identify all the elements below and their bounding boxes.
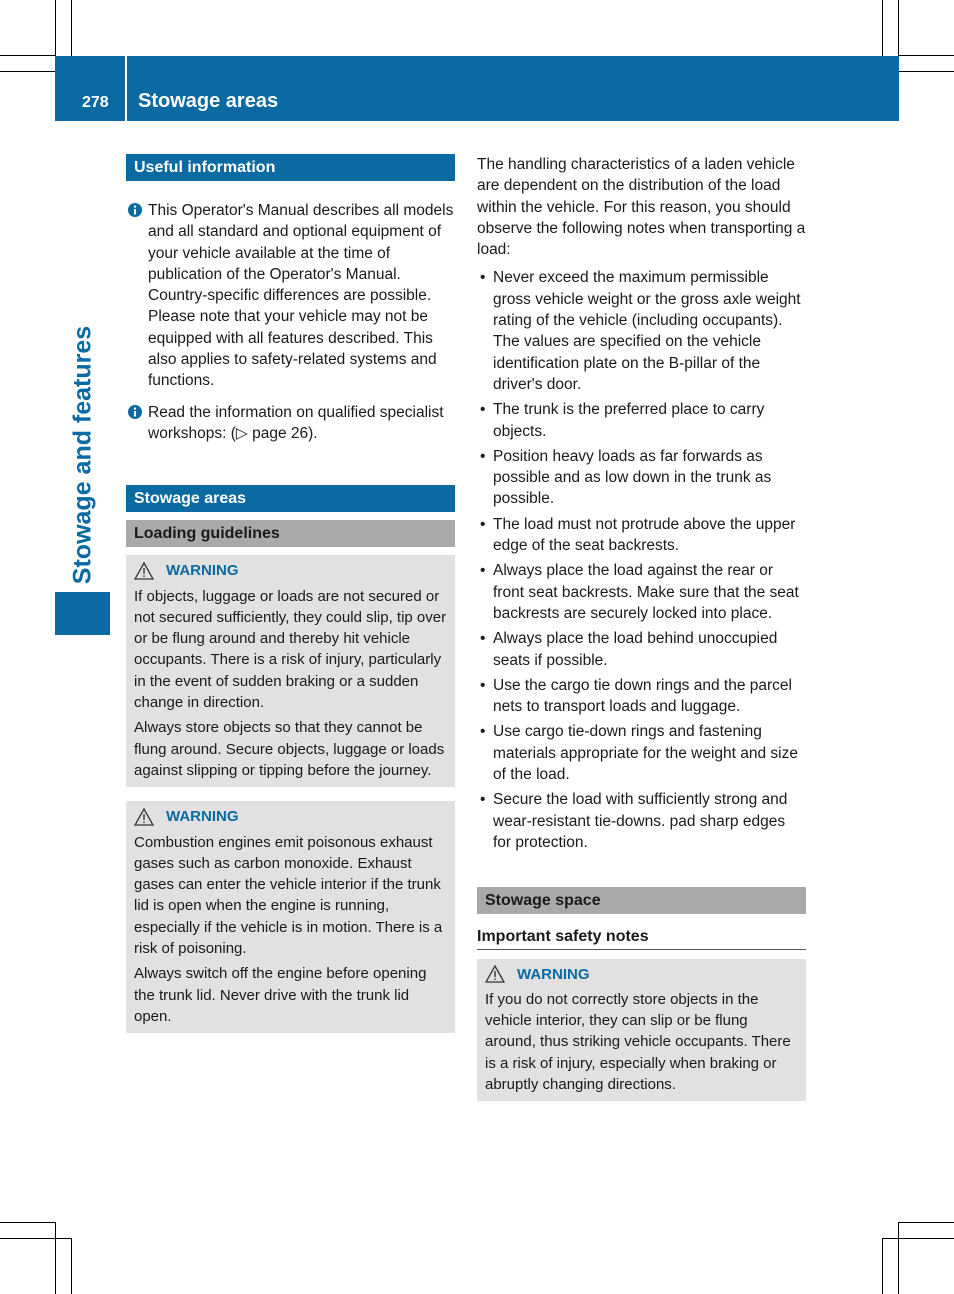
- crop-mark: [55, 0, 56, 56]
- warning-triangle-icon: [134, 562, 154, 580]
- list-item: • Never exceed the maximum permissible gross vehicle weight or the gross axle weight rating of the vehicle (including occupants). The values are specified on the vehicle identification plate on the B-pillar of the driver's door.: [477, 267, 806, 395]
- crop-mark: [898, 1222, 899, 1294]
- list-item: • Position heavy loads as far forwards as possible and as low down in the trunk as possible.: [477, 446, 806, 510]
- crop-mark: [899, 71, 954, 72]
- intro-paragraph: [477, 154, 806, 260]
- list-item: • Always place the load against the rear or front seat backrests. Make sure that the seat backrests are securely locked into place.: [477, 560, 806, 624]
- left-column: [126, 154, 455, 1033]
- side-section-label-text: Stowage and features: [68, 325, 96, 585]
- intro-text: The handling characteristics of a laden vehicle are dependent on the distribution of the load within the vehicle. For this reason, you should observe the following notes when transporting a load:: [477, 156, 806, 259]
- warning-text: Always switch off the engine before opening the trunk lid. Never drive with the trunk lid open.: [134, 965, 427, 1025]
- header-divider: [125, 56, 127, 121]
- warning-text: Combustion engines emit poisonous exhaust gases such as carbon monoxide. Exhaust gases can enter the vehicle interior if the trunk lid is open when the engine is running, especially if the vehicle is in motion. There is a risk of poisoning.: [134, 833, 443, 958]
- loading-notes-list: [477, 267, 806, 853]
- loading-guidelines-heading: Loading guidelines: [126, 520, 455, 547]
- useful-information-heading: Useful information: [126, 154, 455, 181]
- page-number: 278: [82, 94, 109, 111]
- list-item: • Use cargo tie-down rings and fastening materials appropriate for the weight and size of the load.: [477, 721, 806, 785]
- list-item: • Always place the load behind unoccupied seats if possible.: [477, 628, 806, 671]
- important-safety-notes-heading: Important safety notes: [477, 926, 806, 949]
- crop-mark: [898, 0, 899, 56]
- warning-text: If objects, luggage or loads are not secured or not secured sufficiently, they could slip, tip over or be flung around and thereby hit vehicle occupants. There is a risk of injury, particularly in the event of sudden braking or a sudden change in direction.: [134, 587, 447, 712]
- crop-mark: [0, 1238, 71, 1239]
- stowage-space-heading: Stowage space: [477, 887, 806, 914]
- info-icon: [128, 203, 142, 217]
- crop-mark: [71, 0, 72, 56]
- warning-label: WARNING: [166, 562, 239, 580]
- warning-text: If you do not correctly store objects in the vehicle interior, they can slip or be flung around, thus striking vehicle occupants. There is a risk of injury, especially when braking or abruptly changing directions.: [485, 990, 791, 1093]
- crop-mark: [882, 0, 883, 56]
- crop-mark: [0, 55, 55, 56]
- list-item: • The load must not protrude above the upper edge of the seat backrests.: [477, 514, 806, 557]
- warning-text: Always store objects so that they cannot be flung around. Secure objects, luggage or loads against slipping or tipping before the journey.: [134, 719, 445, 779]
- warning-header: [485, 964, 798, 985]
- page-title: Stowage areas: [138, 90, 279, 112]
- crop-mark: [55, 1222, 56, 1294]
- side-section-label: [55, 320, 110, 590]
- warning-header: [134, 806, 447, 827]
- info-note-text: Read the information on qualified specialist workshops: (▷ page 26).: [148, 403, 444, 442]
- warning-box: [126, 801, 455, 1033]
- side-section-tab: [55, 592, 110, 635]
- list-item: • The trunk is the preferred place to carry objects.: [477, 399, 806, 442]
- list-item: • Use the cargo tie down rings and the parcel nets to transport loads and luggage.: [477, 675, 806, 718]
- info-note-text: This Operator's Manual describes all models and all standard and optional equipment of your vehicle available at the time of publication of the Operator's Manual. Country-specific differences are possible. Please note that your vehicle may not be equipped with all features described. This also applies to safety-related systems and functions.: [148, 202, 454, 390]
- warning-label: WARNING: [517, 965, 590, 983]
- crop-mark: [899, 55, 954, 56]
- crop-mark: [882, 1238, 883, 1294]
- info-note: [126, 200, 455, 392]
- crop-mark: [898, 1222, 954, 1223]
- warning-header: [134, 560, 447, 581]
- warning-box: [477, 959, 806, 1102]
- warning-label: WARNING: [166, 808, 239, 826]
- warning-box: [126, 555, 455, 787]
- stowage-areas-heading: Stowage areas: [126, 485, 455, 512]
- warning-triangle-icon: [485, 965, 505, 983]
- crop-mark: [0, 71, 55, 72]
- list-item: • Secure the load with sufficiently strong and wear-resistant tie-downs. pad sharp edges for protection.: [477, 789, 806, 853]
- info-note: [126, 402, 455, 445]
- right-column: [477, 154, 806, 1101]
- warning-triangle-icon: [134, 808, 154, 826]
- crop-mark: [71, 1238, 72, 1294]
- crop-mark: [0, 1222, 55, 1223]
- info-icon: [128, 405, 142, 419]
- crop-mark: [882, 1238, 954, 1239]
